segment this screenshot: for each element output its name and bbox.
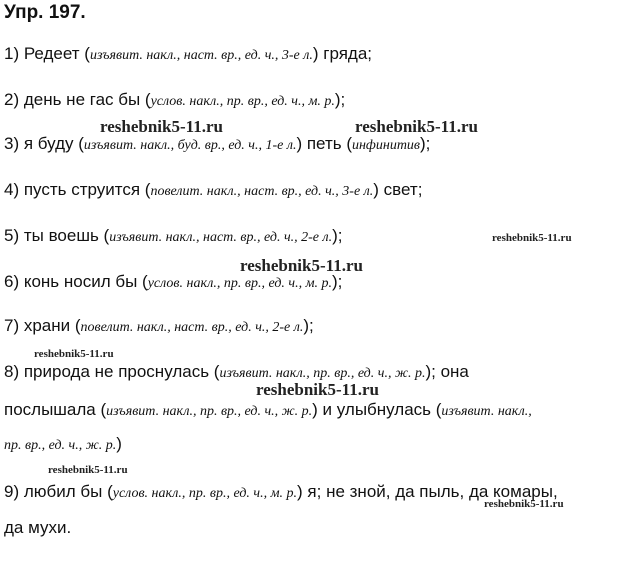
answer-line-9-end: да мухи. xyxy=(4,518,72,537)
watermark: reshebnik5-11.ru xyxy=(355,117,478,136)
watermark: reshebnik5-11.ru xyxy=(256,380,379,399)
answer-line-5: 5) ты воешь (изъявит. накл., наст. вр., ед. ч., 2-е л.); xyxy=(4,226,343,245)
watermark: reshebnik5-11.ru xyxy=(100,117,223,136)
answer-line-8-end: пр. вр., ед. ч., ж. р.) xyxy=(4,434,122,453)
answer-line-7: 7) храни (повелит. накл., наст. вр., ед. ч., 2-е л.); xyxy=(4,316,314,335)
watermark: reshebnik5-11.ru xyxy=(34,348,114,360)
answer-line-1: 1) Редеет (изъявит. накл., наст. вр., ед. ч., 3-е л.) гряда; xyxy=(4,44,373,63)
answer-line-8: 8) природа не проснулась (изъявит. накл., пр. вр., ед. ч., ж. р.); она xyxy=(4,362,469,381)
answer-line-3: 3) я буду (изъявит. накл., буд. вр., ед. ч., 1-е л.) петь (инфинитив); xyxy=(4,134,431,153)
watermark: reshebnik5-11.ru xyxy=(484,498,564,510)
watermark: reshebnik5-11.ru xyxy=(240,256,363,275)
answer-line-9: 9) любил бы (услов. накл., пр. вр., ед. ч., м. р.) я; не зной, да пыль, да комары, xyxy=(4,482,558,501)
answer-line-4: 4) пусть струится (повелит. накл., наст. вр., ед. ч., 3-е л.) свет; xyxy=(4,180,423,199)
answer-line-8-cont: послышала (изъявит. накл., пр. вр., ед. ч., ж. р.) и улыбнулась (изъявит. накл., xyxy=(4,400,532,419)
watermark: reshebnik5-11.ru xyxy=(492,232,572,244)
watermark: reshebnik5-11.ru xyxy=(48,464,128,476)
exercise-title: Упр. 197. xyxy=(4,2,86,23)
answer-line-6: 6) конь носил бы (услов. накл., пр. вр., ед. ч., м. р.); xyxy=(4,272,343,291)
answer-line-2: 2) день не гас бы (услов. накл., пр. вр., ед. ч., м. р.); xyxy=(4,90,346,109)
